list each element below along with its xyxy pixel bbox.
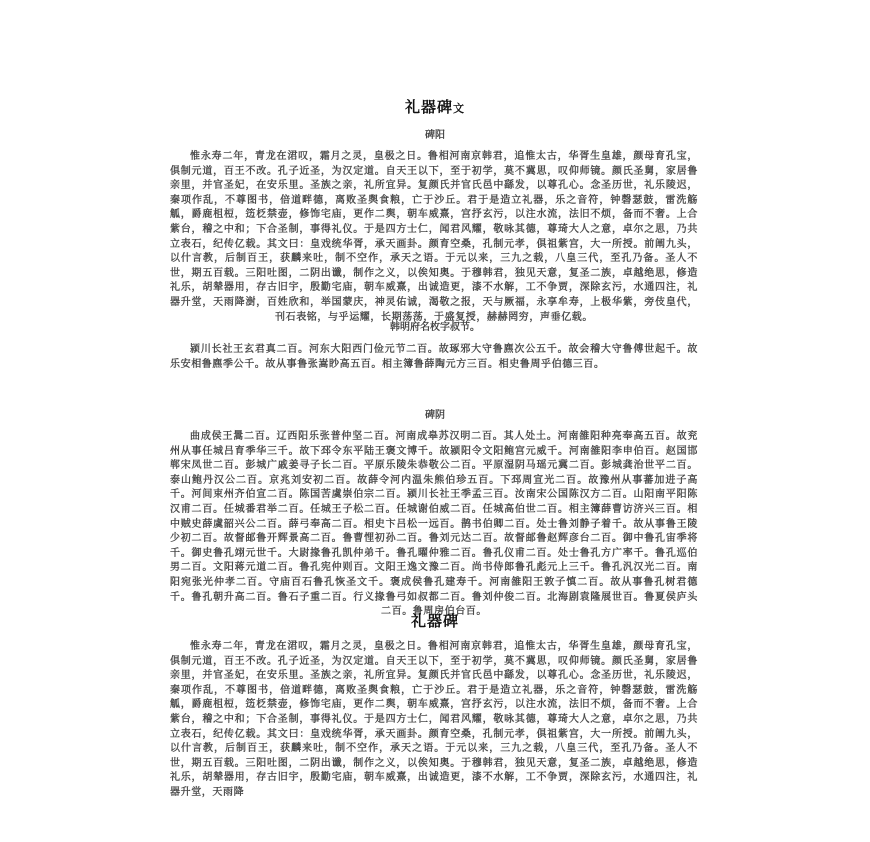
- donors-heading: 韩明府名枚字叔节。: [390, 322, 480, 333]
- repeat-inscription-text: 惟永寿二年，青龙在涒叹，霜月之灵，皇极之日。鲁相河南京韩君，追惟太古，华胥生皇雄，颜母育孔宝，俱制元道，百王不改。孔子近圣，为汉定道。自天王以下，至于初学，莫不冀思，叹仰师镜。颜氏圣舅，家居鲁亲里，并官圣妃，在安乐里。圣族之亲，礼所宜异。复颜氏并官氏邑中繇发，以尊孔心。念圣历世，礼乐陵迟，秦项作乱，不尊图书，倍道畔德，离败圣舆食粮，亡于沙丘。君于是造立礼器，乐之音符，钟磬瑟鼓，雷洗觞觚，爵鹿柤梪，笾柉禁壶，修饰宅庙，更作二舆，朝车威熹，宫抒玄污，以注水流，法旧不烦，备而不奢。上合紫台，稽之中和；下合圣制，事得礼仪。于是四方士仁，闻君风耀，敬咏其德，尊琦大人之意，卓尔之思，乃共立表石，纪传亿载。其文曰：皇戏统华胥，承天画卦。颜育空桑，孔制元孝，俱祖紫宫，大一所授。前阐九头，以什言教，后制百王，获麟来吐，制不空作，承天之语。于元以来，三九之载，八皇三代，至孔乃备。圣人不世，期五百载。三阳吐图，二阴出谶，制作之义，以俟知奥。于穆韩君，独见天意，复圣二族，卓越绝思，修造礼乐，胡辇器用，存古旧宇，殷勤宅庙，朝车威熹，出诚造更，漆不水解，工不争贾，深除玄污，水通四注，礼器升堂，天雨降: [170, 641, 698, 798]
- front-inscription-text: 惟永寿二年，青龙在涒叹，霜月之灵，皇极之日。鲁相河南京韩君，追惟太古，华胥生皇雄，颜母育孔宝，俱制元道，百王不改。孔子近圣，为汉定道。自天王以下，至于初学，莫不冀思，叹仰师镜。颜氏圣舅，家居鲁亲里，并官圣妃，在安乐里。圣族之亲，礼所宜异。复颜氏并官氏邑中繇发，以尊孔心。念圣历世，礼乐陵迟，秦项作乱，不尊图书，倍道畔德，离败圣舆食粮，亡于沙丘。君于是造立礼器，乐之音符，钟磬瑟鼓，雷洗觞觚，爵鹿柤梪，笾柉禁壶，修饰宅庙，更作二舆，朝车威熹，宫抒玄污，以注水流，法旧不烦，备而不奢。上合紫台，稽之中和；下合圣制，事得礼仪。于是四方士仁，闻君风耀，敬咏其德，尊琦大人之意，卓尔之思，乃共立表石，纪传亿载。其文曰：皇戏统华胥，承天画卦。颜育空桑，孔制元孝，俱祖紫宫，大一所授。前阐九头，以什言教，后制百王，获麟来吐，制不空作，承天之语。于元以来，三九之载，八皇三代，至孔乃备。圣人不世，期五百载。三阳吐图，二阴出谶，制作之义，以俟知奥。于穆韩君，独见天意，复圣二族，卓越绝思，修造礼乐，胡辇器用，存古旧宇，殷勤宅庙，朝车威熹，出诚造更，漆不水解，工不争贾，深除玄污，水通四注，礼器升堂，天雨降澍，百姓欣和，举国蒙庆，神灵佑诚，渴敬之报，天与厥福，永享牟寿，上极华紫，旁伎皇代，刊石表铭，与乎运耀，长期荡荡，于盛复授，赫赫罔穷，声垂亿载。: [170, 151, 698, 323]
- title-main: 礼器碑: [404, 98, 453, 116]
- section-heading-back: 碑阴: [425, 410, 445, 421]
- title-suffix: 文: [453, 102, 465, 115]
- donors-text: 颍川长社王玄君真二百。河东大阳西门俭元节二百。故琢邪大守鲁麃次公五千。故会稽大守鲁傅世起千。故乐安相鲁麃季公千。故从事鲁张嵩眇高五百。相主簿鲁薛陶元方三百。相史鲁周乎伯德三百。: [170, 344, 698, 370]
- repeat-title: 礼器碑: [410, 612, 459, 630]
- document-title: [0, 96, 870, 117]
- back-inscription-text: 曲成侯王暠二百。辽西阳乐张普仲坚二百。河南成皋苏汉明二百。其人处土。河南雒阳种亮奉高五百。故兖州从事任城吕育季华三千。故下邳令东平陆王褒文博千。故颍阳令文阳鲍宫元威千。河南雒阳李申伯百。赵国邯郸宋凤世二百。彭城广戚姜寻子长二百。平原乐陵朱恭敬公二百。平原湿阴马瑶元冀二百。彭城龚治世平二百。泰山鲍丹汉公二百。京兆刘安初二百。故薛令河内温朱熊伯珍五百。下邳周宣光二百。故豫州从事蕃加进子高千。河间束州齐伯宣二百。陈国苦虞崇伯宗二百。颍川长社王季孟三百。汝南宋公国陈汉方二百。山阳南平阳陈汉甫二百。任城番君举二百。任城王子松二百。任城谢伯威二百。任城高伯世二百。相主簿薛曹访济兴三百。相中贼史薛虞韶兴公二百。薛弓奉高二百。相史卞吕松一远百。鹊书伯卿二百。处士鲁刘静子着千。故从事鲁王陵少初二百。故督邮鲁开辉景高二百。鲁曹悝初孙二百。鲁刘元达二百。故督邮鲁赵辉彦台二百。御中鲁孔宙季将千。御史鲁孔翊元世千。大尉掾鲁孔凯仲弟千。鲁孔曜仲雅二百。鲁孔仪甫二百。处士鲁孔方广率千。鲁孔巡伯男二百。文阳蒋元道二百。鲁孔宪仲则百。文阳王逸文豫二百。尚书侍郎鲁孔彪元上三千。鲁孔汎汉光二百。南阳宛张光仲孝二百。守庙百石鲁孔恢圣文千。褒成侯鲁孔建寿千。河南雒阳王敦子慎二百。故从事鲁孔树君德千。鲁孔朝升高二百。鲁石子重二百。行义掾鲁弓如叔都二百。鲁刘仲俊二百。北海剧袁隆展世百。鲁夏侯庐头二百。鲁周房伯台百。: [170, 431, 698, 618]
- section-heading-front: 碑阳: [425, 130, 445, 141]
